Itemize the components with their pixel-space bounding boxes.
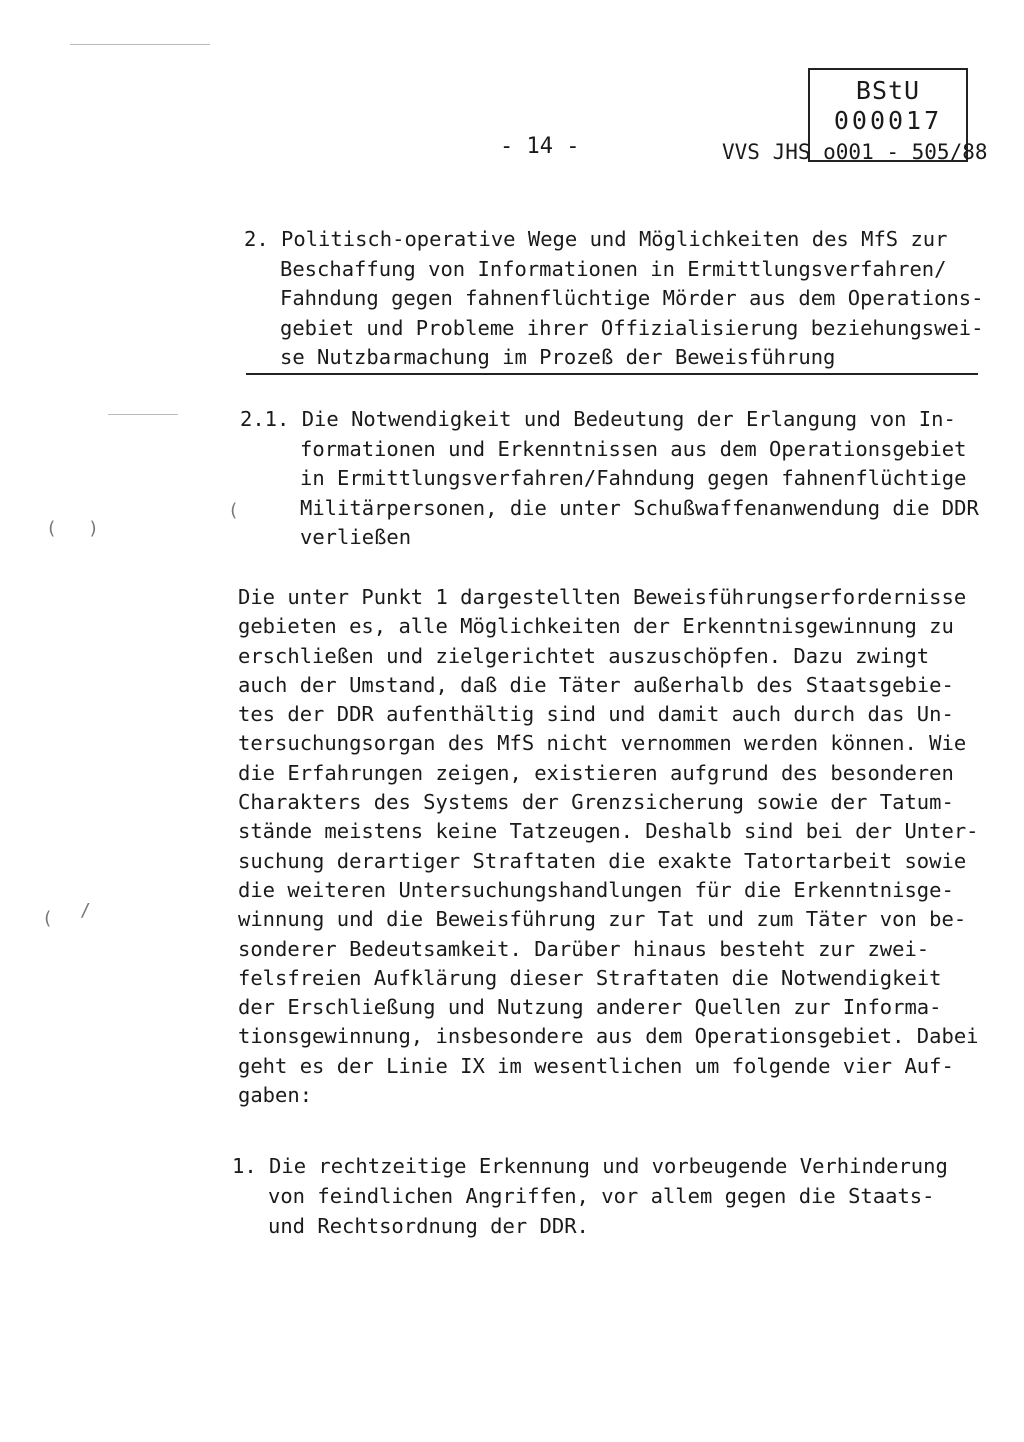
heading-underline xyxy=(246,373,978,375)
body-line: tersuchungsorgan des MfS nicht vernommen werden können. Wie xyxy=(238,731,967,756)
numbered-list-item xyxy=(232,1151,948,1241)
list-line: von feindlichen Angriffen, vor allem gegen die Staats- xyxy=(268,1184,935,1208)
page-number: - 14 - xyxy=(500,134,580,159)
body-line: stände meistens keine Tatzeugen. Deshalb sind bei der Unter- xyxy=(238,819,979,844)
body-line: tes der DDR aufenthältig sind und damit auch durch das Un- xyxy=(238,702,954,727)
body-line: Charakters des Systems der Grenzsicherung sowie der Tatum- xyxy=(238,790,954,815)
subheading-line: formationen und Erkenntnissen aus dem Operationsgebiet xyxy=(300,436,967,461)
subheading-line: verließen xyxy=(300,525,412,549)
body-line: felsfreien Aufklärung dieser Straftaten die Notwendigkeit xyxy=(238,965,942,990)
section-heading xyxy=(244,225,984,373)
body-line: Die unter Punkt 1 dargestellten Beweisführungserfordernisse xyxy=(238,585,967,609)
body-line: die weiteren Untersuchungshandlungen für die Erkenntnisge- xyxy=(238,877,954,902)
list-line: 1. Die rechtzeitige Erkennung und vorbeugende Verhinderung xyxy=(232,1154,948,1178)
stamp-number: 000017 xyxy=(833,106,943,135)
scan-artifact-mark: ( xyxy=(46,518,57,539)
scan-artifact-line xyxy=(70,44,210,45)
body-line: erschließen und zielgerichtet auszuschöpfen. Dazu zwingt xyxy=(238,643,930,668)
list-line: und Rechtsordnung der DDR. xyxy=(268,1214,589,1238)
subheading-line: Militärpersonen, die unter Schußwaffenanwendung die DDR xyxy=(300,495,979,520)
heading-line: Fahndung gegen fahnenflüchtige Mörder aus dem Operations- xyxy=(280,286,984,310)
body-line: sonderer Bedeutsamkeit. Darüber hinaus besteht zur zwei- xyxy=(238,936,930,961)
heading-line: se Nutzbarmachung im Prozeß der Beweisführung xyxy=(280,345,836,369)
body-line: die Erfahrungen zeigen, existieren aufgrund des besonderen xyxy=(238,760,954,785)
scan-artifact-mark: ( xyxy=(42,908,53,929)
body-paragraph xyxy=(238,583,979,1110)
body-line: tionsgewinnung, insbesondere aus dem Operationsgebiet. Dabei xyxy=(238,1024,979,1049)
heading-line: Beschaffung von Informationen in Ermittlungsverfahren/ xyxy=(280,256,947,281)
body-line: suchung derartiger Straftaten die exakte Tatortarbeit sowie xyxy=(238,848,967,873)
subheading-line: in Ermittlungsverfahren/Fahndung gegen fahnenflüchtige xyxy=(300,466,967,490)
heading-line: 2. Politisch-operative Wege und Möglichkeiten des MfS zur xyxy=(244,227,948,251)
body-line: auch der Umstand, daß die Täter außerhalb des Staatsgebie- xyxy=(238,672,954,697)
body-line: gaben: xyxy=(238,1083,313,1108)
body-line: gebieten es, alle Möglichkeiten der Erkenntnisgewinnung zu xyxy=(238,614,954,639)
scan-artifact-mark: ) xyxy=(88,518,99,539)
scan-artifact-mark: / xyxy=(80,900,91,921)
body-line: winnung und die Beweisführung zur Tat und zum Täter von be- xyxy=(238,907,967,932)
body-line: geht es der Linie IX im wesentlichen um folgende vier Auf- xyxy=(238,1053,954,1078)
body-line: der Erschließung und Nutzung anderer Quellen zur Informa- xyxy=(238,995,942,1020)
subsection-heading xyxy=(240,405,979,553)
heading-line: gebiet und Probleme ihrer Offizialisierung beziehungswei- xyxy=(280,315,984,340)
scan-artifact-mark: ( xyxy=(228,500,239,521)
scan-artifact-line xyxy=(108,414,178,415)
stamp-agency: BStU xyxy=(855,76,921,105)
subheading-line: 2.1. Die Notwendigkeit und Bedeutung der Erlangung von In- xyxy=(240,407,956,431)
document-reference: VVS JHS o001 - 505/88 xyxy=(722,140,988,164)
